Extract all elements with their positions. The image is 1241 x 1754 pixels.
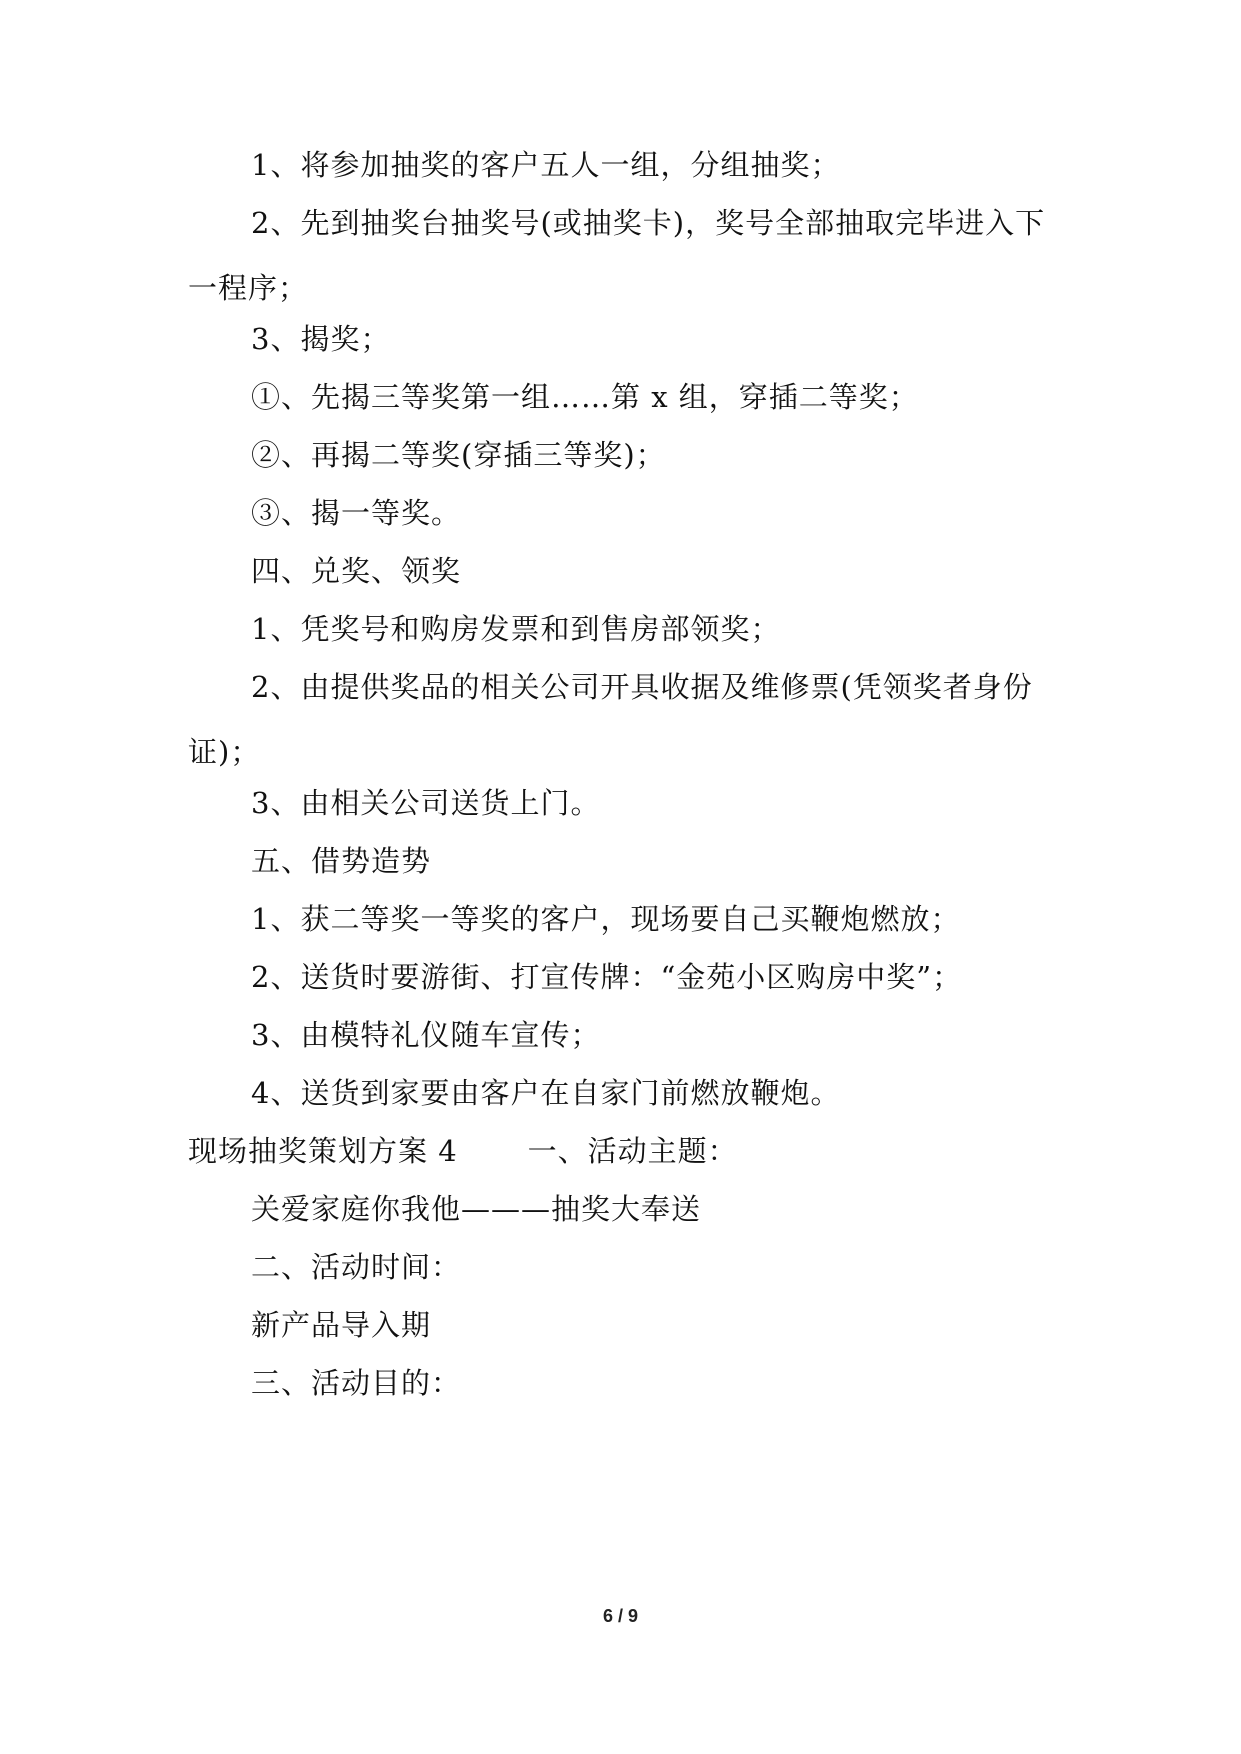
section-title: 现场抽奖策划方案 4 [188, 1134, 458, 1168]
paragraph: 五、借势造势 [251, 844, 432, 878]
paragraph: 3、揭奖； [251, 322, 391, 356]
paragraph: 4、送货到家要由客户在自家门前燃放鞭炮。 [251, 1076, 841, 1110]
paragraph: 2、送货时要游街、打宣传牌：“金苑小区购房中奖”； [251, 960, 963, 994]
paragraph: 2、由提供奖品的相关公司开具收据及维修票(凭领奖者身份证)； [188, 670, 1033, 769]
page-number: 6 / 9 [602, 1606, 639, 1626]
paragraph: 三、活动目的： [251, 1366, 462, 1400]
paragraph: 新产品导入期 [251, 1308, 432, 1342]
section-heading-line [188, 1119, 1058, 1184]
paragraph: 1、获二等奖一等奖的客户，现场要自己买鞭炮燃放； [251, 902, 961, 936]
paragraph: 3、由相关公司送货上门。 [251, 786, 601, 820]
paragraph: 关爱家庭你我他———抽奖大奉送 [251, 1192, 702, 1226]
paragraph: 二、活动时间： [251, 1250, 462, 1284]
paragraph: ①、先揭三等奖第一组……第 x 组，穿插二等奖； [251, 380, 919, 414]
paragraph: ③、揭一等奖。 [251, 496, 462, 530]
section-first-item: 一、活动主题： [527, 1134, 738, 1168]
paragraph: 3、由模特礼仪随车宣传； [251, 1018, 601, 1052]
paragraph: 四、兑奖、领奖 [251, 554, 462, 588]
paragraph: 1、凭奖号和购房发票和到售房部领奖； [251, 612, 781, 646]
paragraph: ②、再揭二等奖(穿插三等奖)； [251, 438, 666, 472]
paragraph: 2、先到抽奖台抽奖号(或抽奖卡)，奖号全部抽取完毕进入下一程序； [188, 206, 1046, 305]
paragraph: 1、将参加抽奖的客户五人一组，分组抽奖； [251, 148, 841, 182]
